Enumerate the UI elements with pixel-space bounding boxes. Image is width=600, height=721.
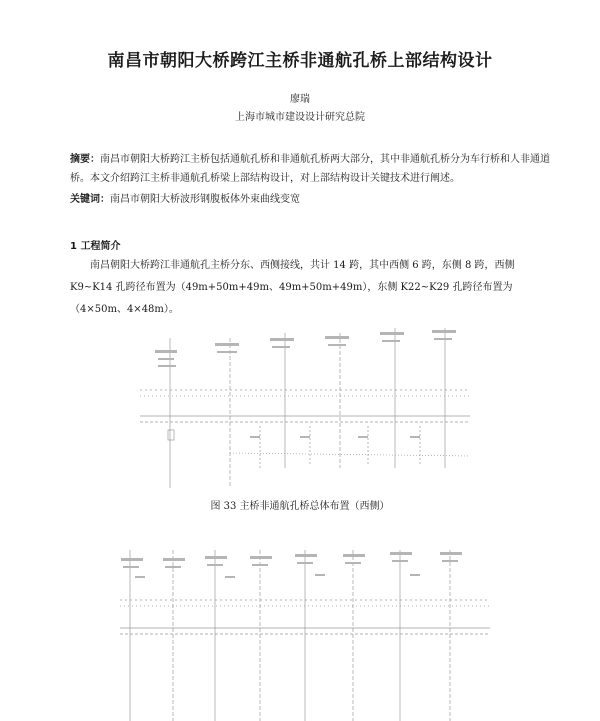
section-heading: 1 工程简介 [70, 241, 121, 252]
abstract [70, 150, 550, 188]
section-paragraph: 南昌朝阳大桥跨江非通航孔主桥分东、西侧接线，共计 14 跨，其中西侧 6 跨，东侧 8 跨，西侧 K9~K14 孔跨径布置为（49m+50m+49m、49m+50m+49m），东侧 K22~K29 孔跨径布置为（4×50m、4×48m）。 [70, 260, 515, 315]
figure-33-caption: 图 33 主桥非通航孔桥总体布置（西侧） [210, 501, 390, 512]
figure-33-drawing [110, 318, 490, 493]
author-name: 廖瑞 [290, 94, 310, 105]
abstract-label: 摘要： [70, 154, 100, 165]
abstract-text: 南昌市朝阳大桥跨江主桥包括通航孔桥和非通航孔桥两大部分，其中非通航孔桥分为车行桥和人非通道桥。本文介绍跨江主桥非通航孔桥梁上部结构设计，对上部结构设计关键技术进行阐述。 [70, 154, 550, 184]
keywords-label: 关键词： [70, 194, 110, 205]
keywords-text: 南昌市朝阳大桥波形钢腹板体外束曲线变宽 [110, 194, 300, 205]
bridge-layout-drawing-west [110, 318, 490, 493]
author-affiliation: 上海市城市建设设计研究总院 [235, 112, 365, 123]
figure-34-drawing [115, 540, 495, 721]
bridge-layout-drawing-east [115, 540, 495, 721]
paper-title: 南昌市朝阳大桥跨江主桥非通航孔桥上部结构设计 [107, 51, 493, 71]
keywords [70, 190, 550, 205]
